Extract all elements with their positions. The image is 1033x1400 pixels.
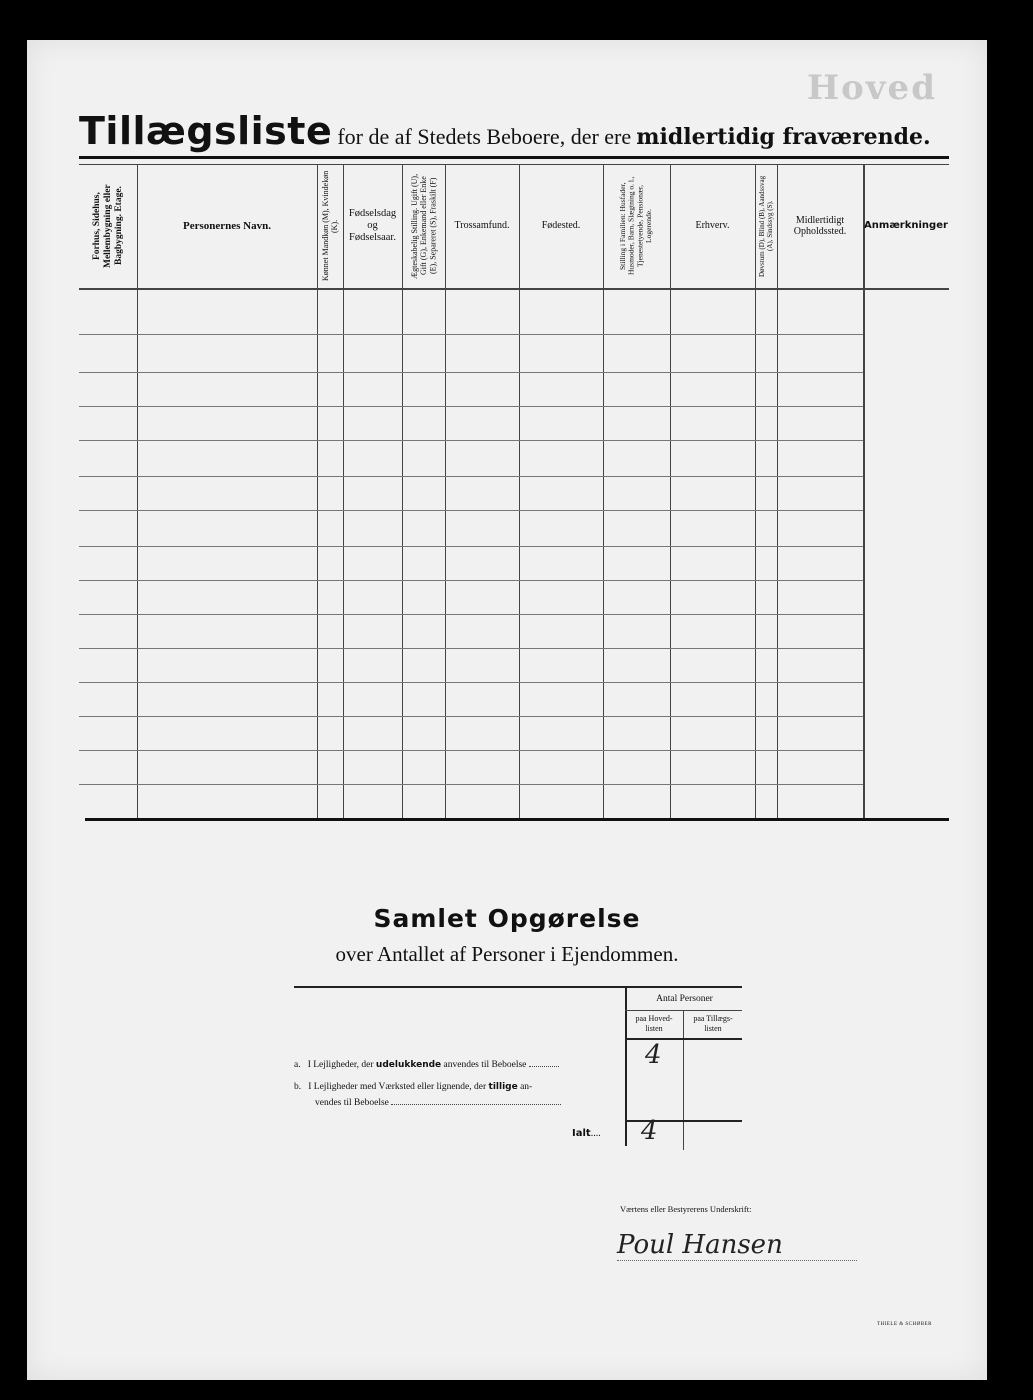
summary-row-b-line2: vendes til Beboelse — [315, 1098, 615, 1108]
title-middle: for de af Stedets Beboere, der ere — [337, 124, 632, 149]
col-header-name: Personernes Navn. — [183, 219, 271, 232]
col-tillaegs-listen: paa Tillægs-listen — [693, 1014, 733, 1033]
ialt-value: 4 — [641, 1116, 658, 1146]
signature-label: Værtens eller Bestyrerens Underskrift: — [620, 1204, 752, 1214]
signature-name: Poul Hansen — [617, 1230, 783, 1260]
ialt-label: Ialt.... — [572, 1128, 601, 1139]
summary-row-a: a. I Lejligheder, der udelukkende anvendes til Beboelse — [294, 1060, 622, 1070]
row-a-value: 4 — [645, 1040, 662, 1070]
col-header-family-position: Stilling i Familien: Husfader, Husmoder, Barn, Slægtning o. l., Tjenestetyende, Pensionær, Logerende. — [618, 176, 654, 276]
title-main: Tillægsliste — [79, 109, 333, 153]
summary-subtitle: over Antallet af Personer i Ejendommen. — [335, 942, 679, 966]
col-header-birthdate: Fødselsdag og Fødselsaar. — [348, 207, 397, 244]
summary-title: Samlet Opgørelse — [373, 904, 641, 933]
col-hoved-listen: paa Hoved-listen — [635, 1014, 673, 1033]
col-header-building: Forhus, Sidehus, Mellembygning eller Bagbygning. Etage. — [91, 184, 124, 268]
col-header-remarks: Anmærkninger — [864, 220, 948, 232]
col-header-occupation: Erhverv. — [695, 220, 730, 232]
census-sheet — [27, 40, 987, 1380]
title-bold: midlertidig fraværende. — [636, 124, 931, 150]
col-header-temp-residence: Midlertidigt Opholdssted. — [793, 214, 847, 237]
printer-mark: THIELE & SCHØBER — [877, 1322, 932, 1327]
col-header-marital: Ægteskabelig Stilling. Ugift (U), Gift (G), Enkemand eller Enke (E), Separeret (S), Fraskilt (F) — [409, 173, 438, 279]
col-header-sex: Kønnet Mandkøn (M), Kvindekøn (K). — [320, 170, 339, 282]
summary-row-b: b. I Lejligheder med Værksted eller lignende, der tillige an- — [294, 1082, 533, 1092]
antal-personer-header: Antal Personer — [656, 994, 713, 1004]
col-header-birthplace: Fødested. — [541, 220, 581, 232]
page-title — [79, 109, 931, 153]
col-header-religion: Trossamfund. — [454, 220, 510, 232]
top-right-stamp: Hoved — [807, 68, 937, 108]
col-header-disability: Døvstum (D), Blind (B), Aandssvag (A), Sindssyg (S). — [757, 175, 774, 277]
